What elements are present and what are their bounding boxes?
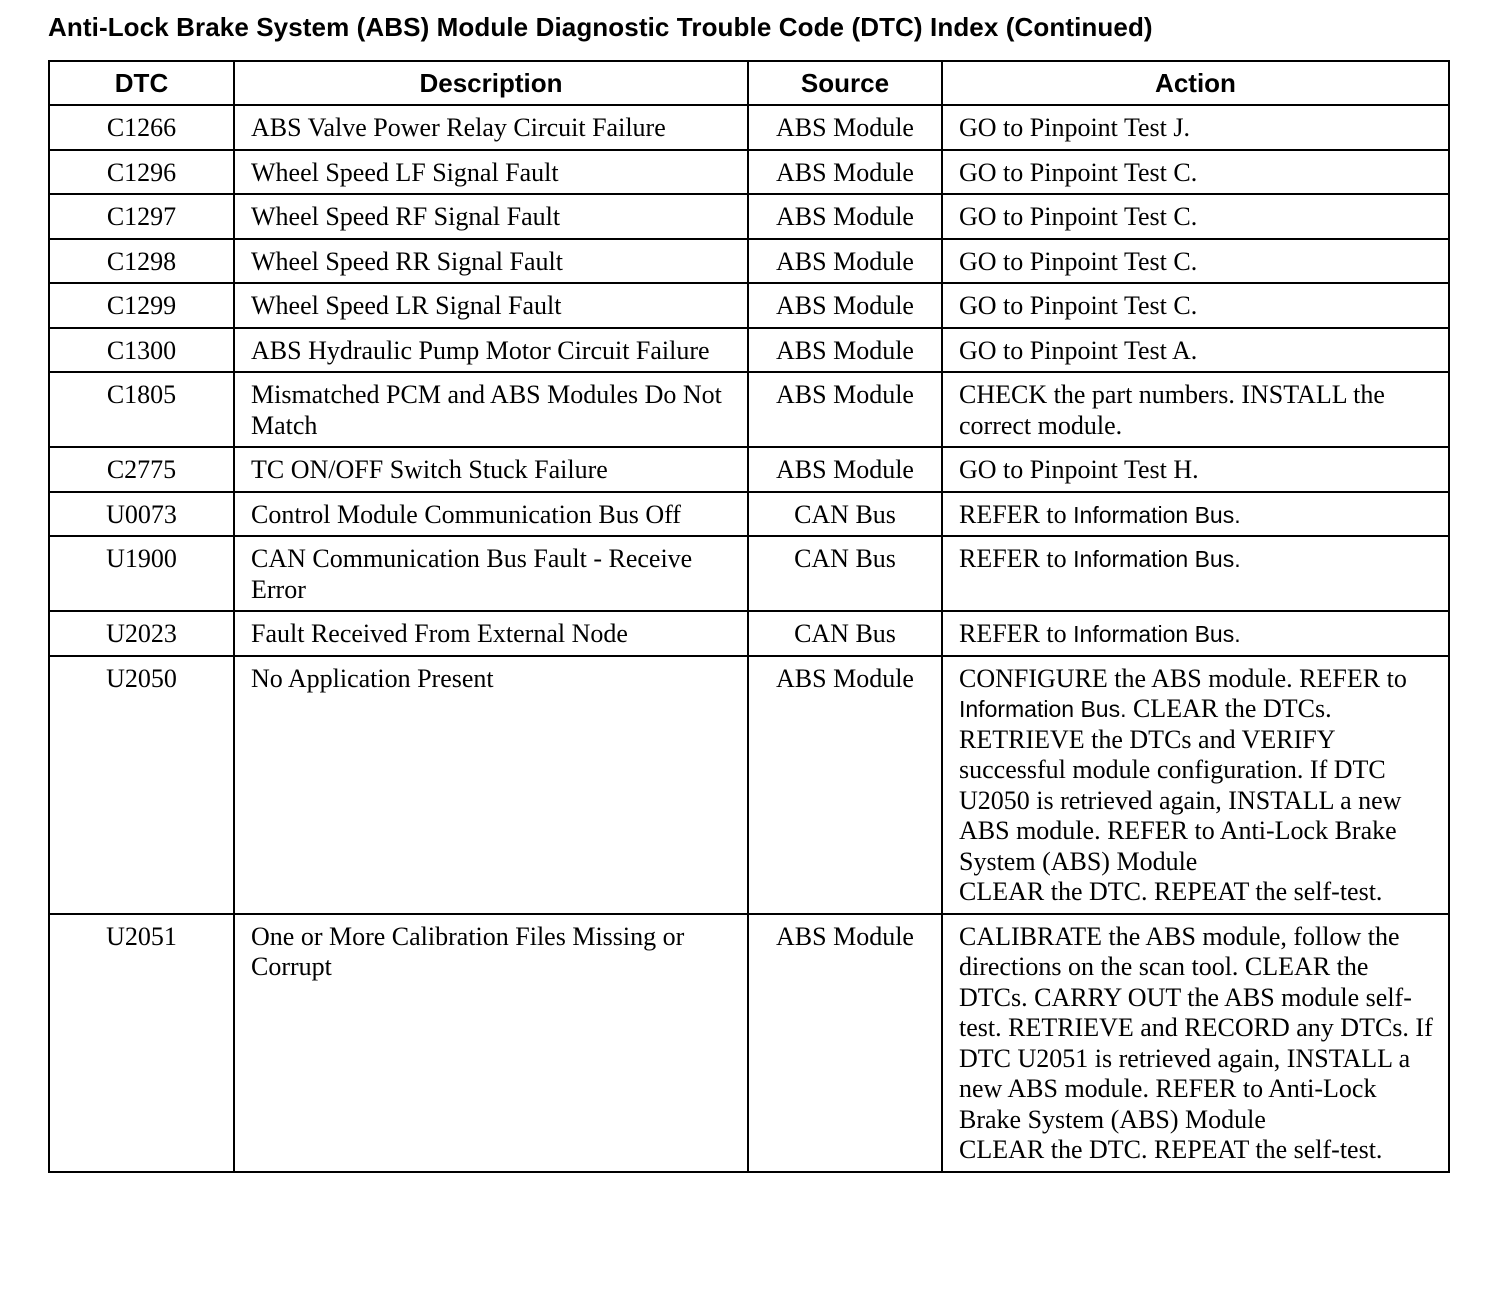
dtc-description: TC ON/OFF Switch Stuck Failure [234, 447, 748, 492]
dtc-source: ABS Module [748, 239, 942, 284]
dtc-description: ABS Hydraulic Pump Motor Circuit Failure [234, 328, 748, 373]
dtc-code: U1900 [49, 536, 234, 611]
dtc-code: C1297 [49, 194, 234, 239]
table-row [49, 283, 1449, 328]
dtc-source: ABS Module [748, 150, 942, 195]
table-row [49, 492, 1449, 537]
dtc-source: ABS Module [748, 372, 942, 447]
dtc-code: C1300 [49, 328, 234, 373]
dtc-source: CAN Bus [748, 536, 942, 611]
information-bus-reference: Information Bus. [959, 696, 1127, 722]
table-row [49, 656, 1449, 914]
dtc-description: Fault Received From External Node [234, 611, 748, 656]
dtc-action [942, 536, 1449, 611]
dtc-code: U0073 [49, 492, 234, 537]
dtc-description: Wheel Speed RR Signal Fault [234, 239, 748, 284]
column-header-description: Description [234, 61, 748, 105]
dtc-source: ABS Module [748, 656, 942, 914]
dtc-action [942, 656, 1449, 914]
column-header-dtc: DTC [49, 61, 234, 105]
dtc-code: C1298 [49, 239, 234, 284]
table-row [49, 328, 1449, 373]
dtc-action [942, 914, 1449, 1172]
page-title: Anti-Lock Brake System (ABS) Module Diagnostic Trouble Code (DTC) Index (Continued) [48, 12, 1153, 42]
table-header-row [49, 61, 1449, 105]
dtc-source: ABS Module [748, 447, 942, 492]
table-row [49, 447, 1449, 492]
dtc-description: Wheel Speed LF Signal Fault [234, 150, 748, 195]
action-text: CALIBRATE the ABS module, follow the directions on the scan tool. CLEAR the DTCs. CARRY OUT the ABS module self-test. RETRIEVE and RECORD any DTCs. If DTC U2051 is retrieved again, INSTALL a new ABS module. REFER to Anti-Lock Brake System (ABS) Module [959, 921, 1433, 1134]
dtc-code: U2051 [49, 914, 234, 1172]
action-text: CLEAR the DTC. REPEAT the self-test. [959, 1135, 1383, 1164]
dtc-description: One or More Calibration Files Missing or Corrupt [234, 914, 748, 1172]
dtc-description: Wheel Speed RF Signal Fault [234, 194, 748, 239]
action-text: REFER to [959, 499, 1074, 529]
action-text: CLEAR the DTCs. RETRIEVE the DTCs and VERIFY successful module configuration. If DTC U2050 is retrieved again, INSTALL a new ABS module. REFER to Anti-Lock Brake System (ABS) Module [959, 694, 1402, 876]
dtc-code: C1296 [49, 150, 234, 195]
dtc-code: C1299 [49, 283, 234, 328]
table-row [49, 105, 1449, 150]
action-text: CLEAR the DTC. REPEAT the self-test. [959, 877, 1383, 906]
dtc-description: Mismatched PCM and ABS Modules Do Not Match [234, 372, 748, 447]
table-row [49, 536, 1449, 611]
information-bus-reference: Information Bus. [1073, 501, 1241, 528]
dtc-description: Wheel Speed LR Signal Fault [234, 283, 748, 328]
dtc-index-table [48, 60, 1450, 1173]
dtc-source: ABS Module [748, 328, 942, 373]
dtc-action: GO to Pinpoint Test C. [942, 194, 1449, 239]
table-row [49, 239, 1449, 284]
table-row [49, 150, 1449, 195]
table-row [49, 194, 1449, 239]
action-text: REFER to [959, 619, 1074, 648]
dtc-action: CHECK the part numbers. INSTALL the correct module. [942, 372, 1449, 447]
dtc-description: No Application Present [234, 656, 748, 914]
column-header-action: Action [942, 61, 1449, 105]
dtc-description: Control Module Communication Bus Off [234, 492, 748, 537]
dtc-action: GO to Pinpoint Test A. [942, 328, 1449, 373]
information-bus-reference: Information Bus. [1073, 546, 1241, 572]
dtc-description: CAN Communication Bus Fault - Receive Error [234, 536, 748, 611]
table-row [49, 611, 1449, 656]
dtc-action: GO to Pinpoint Test C. [942, 283, 1449, 328]
dtc-action: GO to Pinpoint Test H. [942, 447, 1449, 492]
dtc-source: ABS Module [748, 283, 942, 328]
dtc-code: C2775 [49, 447, 234, 492]
dtc-action [942, 492, 1449, 537]
dtc-code: C1266 [49, 105, 234, 150]
table-row [49, 914, 1449, 1172]
dtc-code: C1805 [49, 372, 234, 447]
dtc-source: CAN Bus [748, 492, 942, 537]
dtc-source: ABS Module [748, 194, 942, 239]
dtc-source: ABS Module [748, 105, 942, 150]
action-text: CONFIGURE the ABS module. REFER to [959, 663, 1407, 693]
dtc-source: CAN Bus [748, 611, 942, 656]
dtc-action [942, 611, 1449, 656]
dtc-description: ABS Valve Power Relay Circuit Failure [234, 105, 748, 150]
dtc-action: GO to Pinpoint Test C. [942, 150, 1449, 195]
information-bus-reference: Information Bus. [1073, 621, 1241, 647]
action-text: REFER to [959, 544, 1074, 573]
table-row [49, 372, 1449, 447]
column-header-source: Source [748, 61, 942, 105]
dtc-code: U2050 [49, 656, 234, 914]
dtc-action: GO to Pinpoint Test C. [942, 239, 1449, 284]
dtc-code: U2023 [49, 611, 234, 656]
dtc-action: GO to Pinpoint Test J. [942, 105, 1449, 150]
dtc-source: ABS Module [748, 914, 942, 1172]
